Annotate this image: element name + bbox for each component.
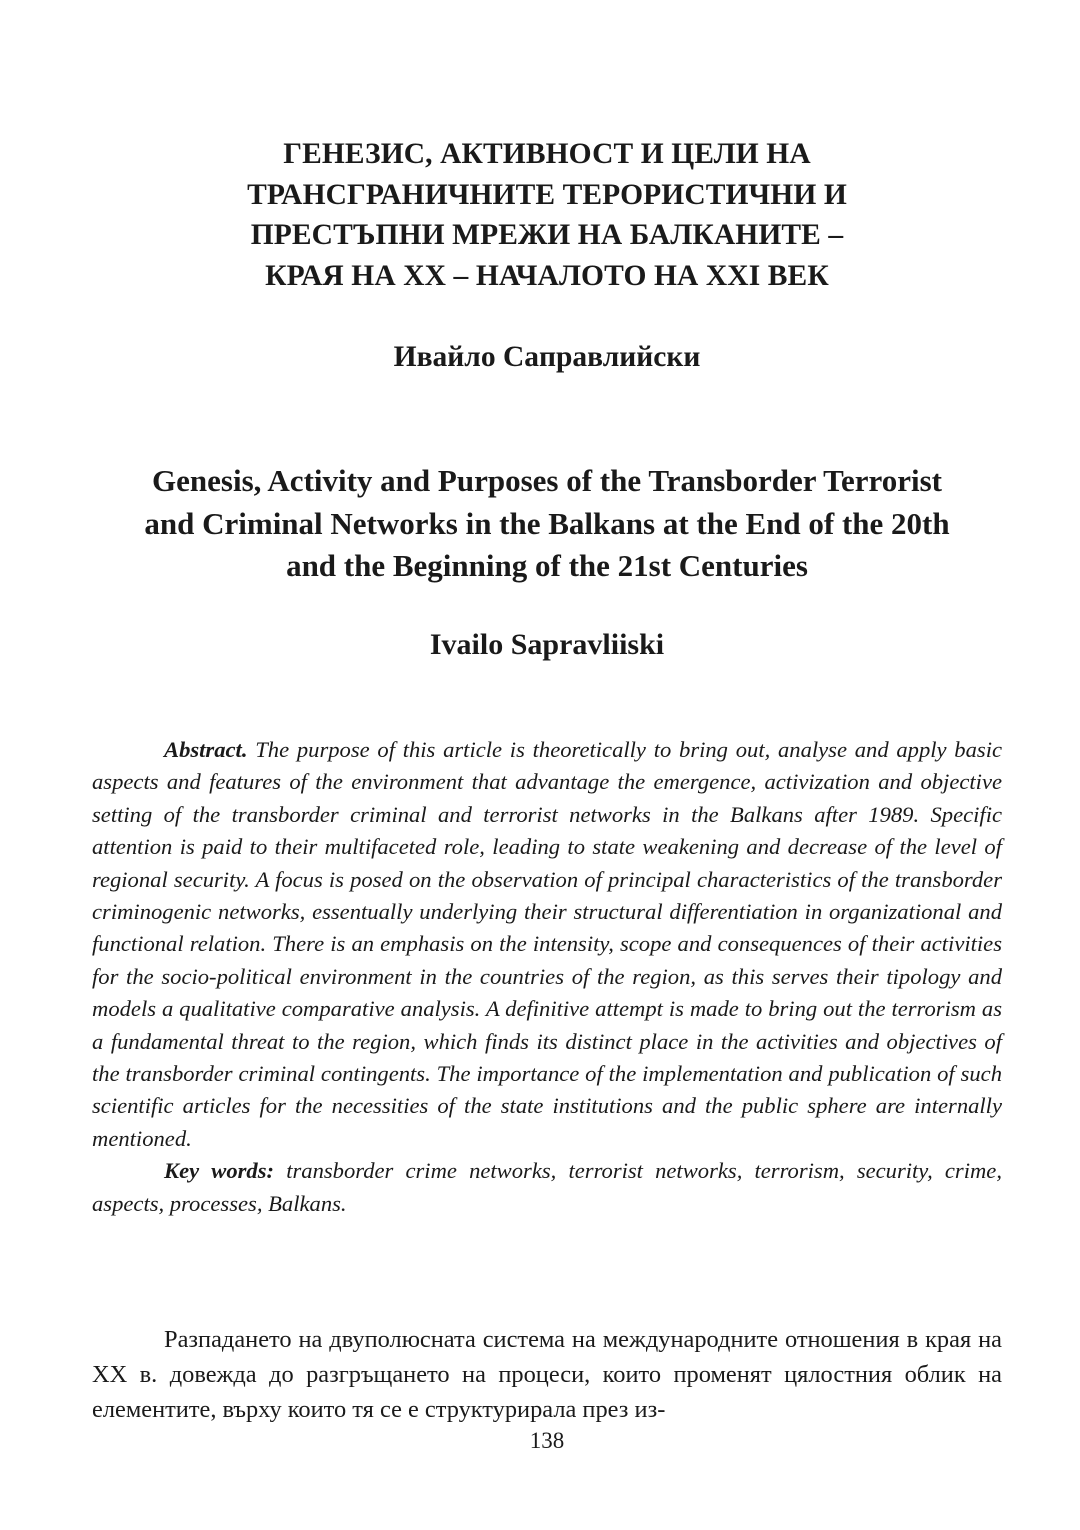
keywords-text: transborder crime networks, terrorist networks, terrorism, security, crime, aspects, processes, Balkans. [92, 1158, 1002, 1216]
page-number: 138 [529, 1428, 565, 1453]
title-bulgarian-line-1: ГЕНЕЗИС, АКТИВНОСТ И ЦЕЛИ НА [283, 138, 811, 170]
author-bulgarian: Ивайло Сaправлийски [393, 341, 701, 373]
paper-page [92, 0, 1002, 1530]
keywords-label: Key words: [164, 1158, 275, 1184]
title-english-line-1: Genesis, Activity and Purposes of the Transborder Terrorist [152, 463, 942, 498]
abstract-section [92, 734, 1002, 1220]
abstract-paragraph [92, 734, 1002, 1155]
keywords-paragraph [92, 1155, 1002, 1220]
title-bulgarian-line-2: ТРАНСГРАНИЧНИТЕ ТЕРОРИСТИЧНИ И [247, 178, 847, 211]
abstract-label: Abstract. [164, 737, 248, 762]
title-bulgarian [92, 134, 1002, 296]
title-bulgarian-line-4: КРАЯ НА ХХ – НАЧАЛОТО НА ХХІ ВЕК [265, 259, 829, 292]
title-english-line-3: and the Beginning of the 21st Centuries [286, 548, 808, 583]
title-english-line-2: and Criminal Networks in the Balkans at the End of the 20th [144, 505, 950, 541]
title-bulgarian-line-3: ПРЕСТЪПНИ МРЕЖИ НА БАЛКАНИТЕ – [250, 219, 844, 251]
author-english: Ivailo Sapravliiski [429, 628, 665, 661]
title-english [92, 460, 1002, 588]
body-paragraph-1: Разпадането на двуполюсната система на международните отношения в края на ХХ в. довежда до разгръщането на процеси, които променят цялостния облик на елементите, върху които тя се е структурирала през из- [92, 1326, 1002, 1423]
body-text [92, 1322, 1002, 1427]
abstract-text: The purpose of this article is theoretically to bring out, analyse and apply basic aspects and features of the environment that advantage the emergence, activization and objective setting of the transborder criminal and terrorist networks in the Balkans after 1989. Specific attention is paid to their multifaceted role, leading to state weakening and decrease of the level of regional security. A focus is posed on the observation of principal characteristics of the transborder criminogenic networks, essentually underlying their structural differentiation in organizational and functional relation. There is an emphasis on the intensity, scope and consequences of their activities for the socio-political environment in the countries of the region, as this serves their tipology and models a qualitative comparative analysis. A definitive attempt is made to bring out the terrorism as a fundamental threat to the region, which finds its distinct place in the activities and objectives of the transborder criminal contingents. The importance of the implementation and publication of such scientific articles for the necessities of the state institutions and the public sphere are internally mentioned. [92, 737, 1002, 1151]
